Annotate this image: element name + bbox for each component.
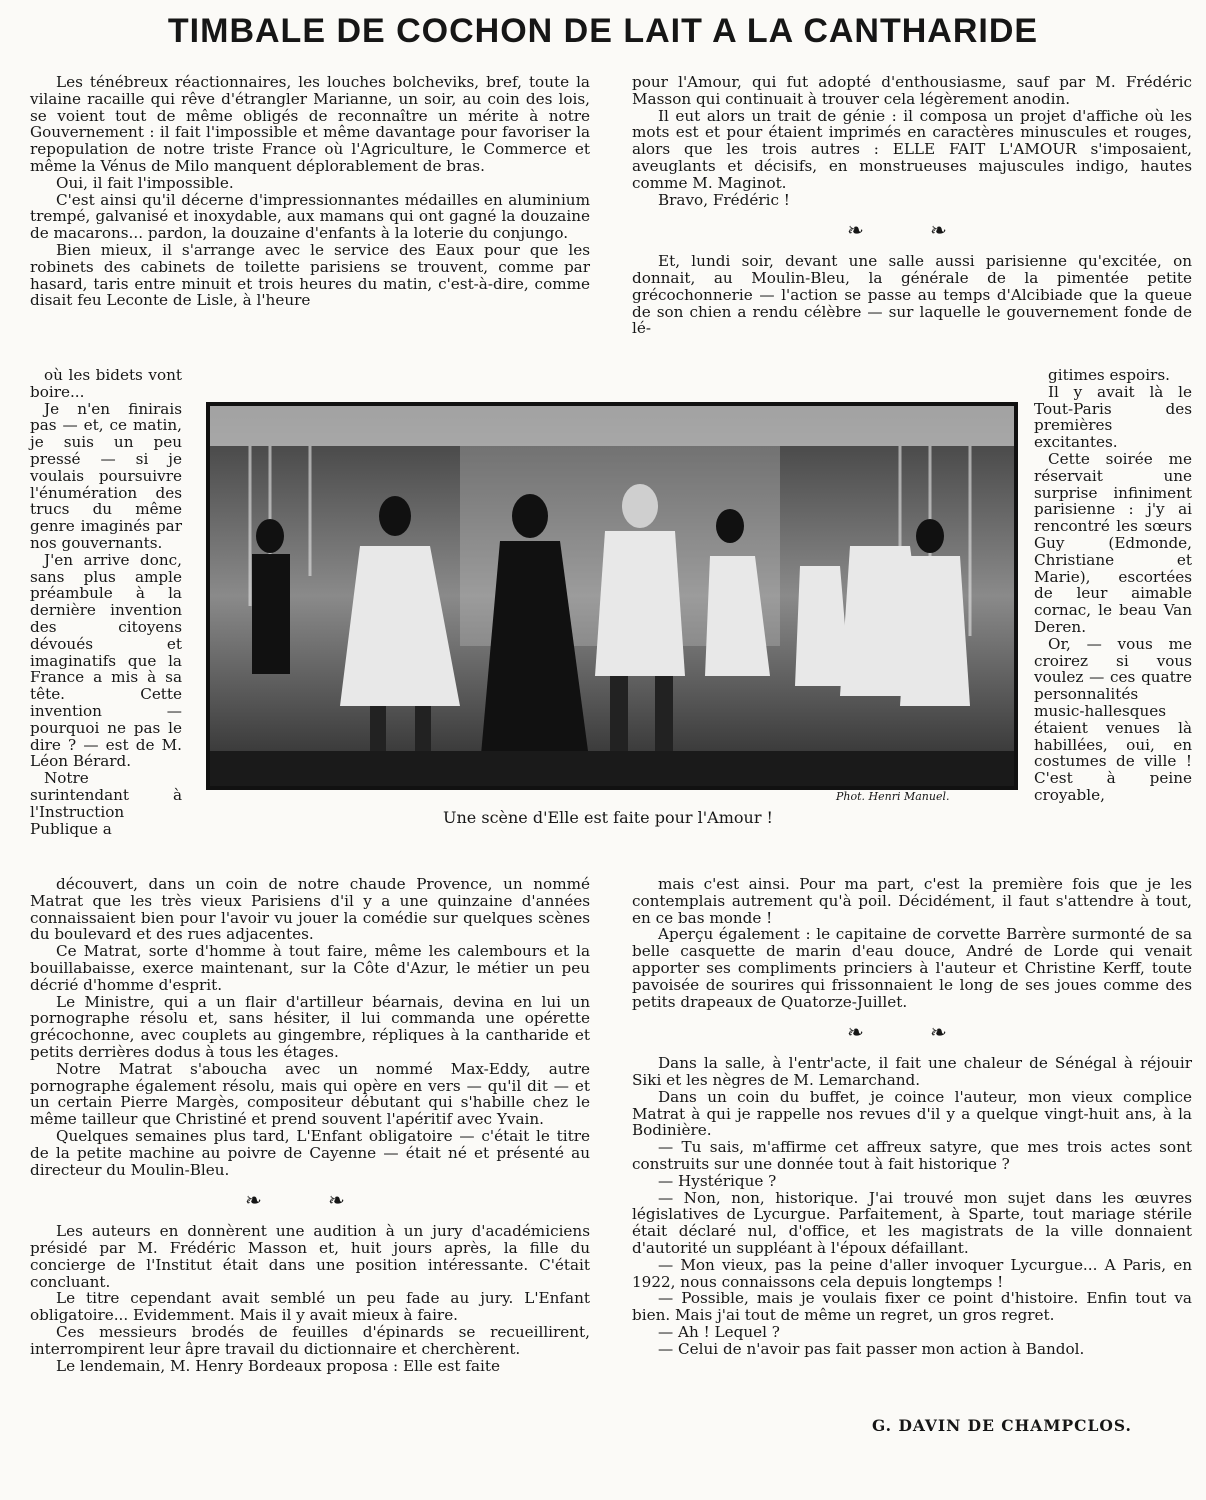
right-wrap-column: [1034, 367, 1192, 804]
paragraph: — Tu sais, m'affirme cet affreux satyre, que mes trois actes sont construits sur une donnée tout à fait historique ?: [632, 1138, 1192, 1173]
paragraph: — Ah ! Lequel ?: [658, 1322, 780, 1341]
paragraph: Le Ministre, qui a un flair d'artilleur béarnais, devina en lui un pornographe résolu et, sans hésiter, il lui commanda une opérette grécochonne, avec couplets au gingembre, répliques à la cantharide et petits derrières dodus à tous les étages.: [30, 992, 590, 1061]
paragraph: Dans un coin du buffet, je coince l'auteur, mon vieux complice Matrat à qui je rappelle nos revues d'il y a quelque vingt-huit ans, à la Bodinière.: [632, 1087, 1192, 1140]
section-separator: ❧ ❧: [847, 218, 977, 243]
paragraph: Or, — vous me croirez si vous voulez — ces quatre personnalités music-hallesques étaient venues là habillées, oui, en costumes de ville ! C'est à peine croyable,: [1034, 634, 1192, 804]
paragraph: Je n'en finirais pas — et, ce matin, je suis un peu pressé — si je voulais poursuivre l'énumération des trucs du même genre imaginés par nos gouvernants.: [30, 399, 182, 552]
paragraph: — Non, non, historique. J'ai trouvé mon sujet dans les œuvres législatives de Lycurgue. Parfaitement, à Sparte, tout mariage stérile était déclaré nul, d'office, et les magistrats de la ville donnaient d'autorité un suppléant à l'époux défaillant.: [632, 1188, 1192, 1257]
article-title: TIMBALE DE COCHON DE LAIT A LA CANTHARIDE: [167, 12, 1039, 50]
author-signature: G. DAVIN DE CHAMPCLOS.: [872, 1416, 1132, 1435]
photo-credit: Phot. Henri Manuel.: [836, 790, 950, 803]
paragraph: Notre Matrat s'aboucha avec un nommé Max-Eddy, autre pornographe également résolu, mais qui opère en vers — qu'il dit — et un certain Pierre Margès, compositeur débutant qui s'habille chez le même tailleur que Christiné et prend souvent l'apéritif avec Yvain.: [30, 1059, 590, 1129]
paragraph: Il eut alors un trait de génie : il composa un projet d'affiche où les mots est et pour étaient imprimés en caractères minuscules et rouges, alors que les trois autres : ELLE FAIT L'AMOUR s'imposaient, aveuglants et décisifs, en monstrueuses majuscules indigo, hautes comme M. Maginot.: [632, 106, 1192, 192]
paragraph: Notre surintendant à l'Instruction Publique a: [30, 769, 182, 838]
paragraph: Bravo, Frédéric !: [658, 190, 790, 209]
paragraph: C'est ainsi qu'il décerne d'impressionnantes médailles en aluminium trempé, galvanisé et inoxydable, aux mamans qui ont gagné la douzaine de macarons... pardon, la douzaine d'enfants à la loterie du conjungo.: [30, 190, 590, 243]
paragraph: pour l'Amour, qui fut adopté d'enthousiasme, sauf par M. Frédéric Masson qui continuait à trouver cela légèrement anodin.: [632, 73, 1192, 108]
paragraph: Quelques semaines plus tard, L'Enfant obligatoire — c'était le titre de la petite machine au poivre de Cayenne — était né et présenté au directeur du Moulin-Bleu.: [30, 1126, 590, 1179]
paragraph: Il y avait là le Tout-Paris des premières excitantes.: [1034, 382, 1192, 452]
paragraph: Ce Matrat, sorte d'homme à tout faire, même les calembours et la bouillabaisse, exerce maintenant, sur la Côte d'Azur, le métier un peu décrié d'homme d'esprit.: [30, 942, 590, 994]
paragraph: Cette soirée me réservait une surprise infiniment parisienne : j'y ai rencontré les sœurs Guy (Edmonde, Christiane et Marie), escortées de leur aimable cornac, le beau Van Deren.: [1034, 449, 1192, 636]
paragraph: Et, lundi soir, devant une salle aussi parisienne qu'excitée, on donnait, au Moulin-Bleu, la générale de la pimentée petite grécochonnerie — l'action se passe au temps d'Alcibiade que la queue de son chien a rendu célèbre — sur laquelle le gouvernement fonde de lé-: [632, 252, 1192, 338]
paragraph: Le titre cependant avait semblé un peu fade au jury. L'Enfant obligatoire... Evidemment. Mais il y avait mieux à faire.: [30, 1289, 590, 1325]
left-wrap-column: [30, 367, 182, 837]
paragraph: où les bidets vont boire...: [30, 366, 182, 401]
paragraph: Aperçu également : le capitaine de corvette Barrère surmonté de sa belle casquette de marin d'eau douce, André de Lorde qui venait apporter ses compliments princiers à l'auteur et Christine Kerff, toute pavoisée de sourires qui frissonnaient le long de ses joues comme des petits drapeaux de Quatorze-Juillet.: [632, 925, 1192, 1011]
right-lower-column: [632, 876, 1192, 1358]
paragraph: Bien mieux, il s'arrange avec le service des Eaux pour que les robinets des cabinets de toilette parisiens se trouvent, comme par hasard, taris entre minuit et trois heures du matin, c'est-à-dire, comme disait feu Leconte de Lisle, à l'heure: [30, 240, 590, 310]
paragraph: Oui, il fait l'impossible.: [56, 173, 234, 192]
paragraph: Ces messieurs brodés de feuilles d'épinards se recueillirent, interrompirent leur âpre travail du dictionnaire et cherchèrent.: [30, 1322, 590, 1358]
stage-scene-illustration: [210, 406, 1014, 786]
paragraph: Les auteurs en donnèrent une audition à un jury d'académiciens présidé par M. Frédéric Masson et, huit jours après, la fille du concierge de l'Institut était dans une position intéressante. C'était concluant.: [30, 1222, 590, 1291]
right-column: [632, 74, 1192, 337]
paragraph: Dans la salle, à l'entr'acte, il fait une chaleur de Sénégal à réjouir Siki et les nègres de M. Lemarchand.: [632, 1054, 1192, 1089]
paragraph: Les ténébreux réactionnaires, les louches bolcheviks, bref, toute la vilaine racaille qui rêve d'étrangler Marianne, un soir, au coin des lois, se voient tout de même obligés de reconnaître un mérite à notre Gouvernement : il fait l'impossible et même davantage pour favoriser la repopulation de notre triste France où l'Agriculture, le Commerce et même la Vénus de Milo manquent déplorablement de bras.: [30, 73, 590, 175]
paragraph: mais c'est ainsi. Pour ma part, c'est la première fois que je les contemplais autrement qu'à poil. Décidément, il faut s'attendre à tout, en ce bas monde !: [632, 875, 1192, 927]
paragraph: — Mon vieux, pas la peine d'aller invoquer Lycurgue... A Paris, en 1922, nous connaissons cela depuis longtemps !: [632, 1255, 1192, 1291]
photo-caption: Une scène d'Elle est faite pour l'Amour !: [443, 808, 773, 827]
paragraph: — Hystérique ?: [658, 1171, 777, 1190]
paragraph: gitimes espoirs.: [1048, 366, 1170, 384]
stage-photo: [206, 402, 1018, 790]
section-separator: ❧ ❧: [245, 1188, 375, 1213]
paragraph: Le lendemain, M. Henry Bordeaux proposa : Elle est faite: [56, 1356, 500, 1375]
section-separator: ❧ ❧: [847, 1020, 977, 1045]
paragraph: — Possible, mais je voulais fixer ce point d'histoire. Enfin tout va bien. Mais j'ai tout de même un regret, un gros regret.: [632, 1289, 1192, 1325]
paragraph: — Celui de n'avoir pas fait passer mon action à Bandol.: [658, 1339, 1085, 1358]
left-lower-column: [30, 876, 590, 1374]
paragraph: J'en arrive donc, sans plus ample préambule à la dernière invention des citoyens dévoués et imaginatifs que la France a mis à sa tête. Cette invention — pourquoi ne pas le dire ? — est de M. Léon Bérard.: [30, 550, 182, 771]
paragraph: découvert, dans un coin de notre chaude Provence, un nommé Matrat que les très vieux Parisiens d'il y a une quinzaine d'années connaissaient bien pour l'avoir vu jouer la comédie sur quelques scènes du boulevard et des rues adjacentes.: [30, 875, 590, 944]
left-column: [30, 74, 590, 309]
